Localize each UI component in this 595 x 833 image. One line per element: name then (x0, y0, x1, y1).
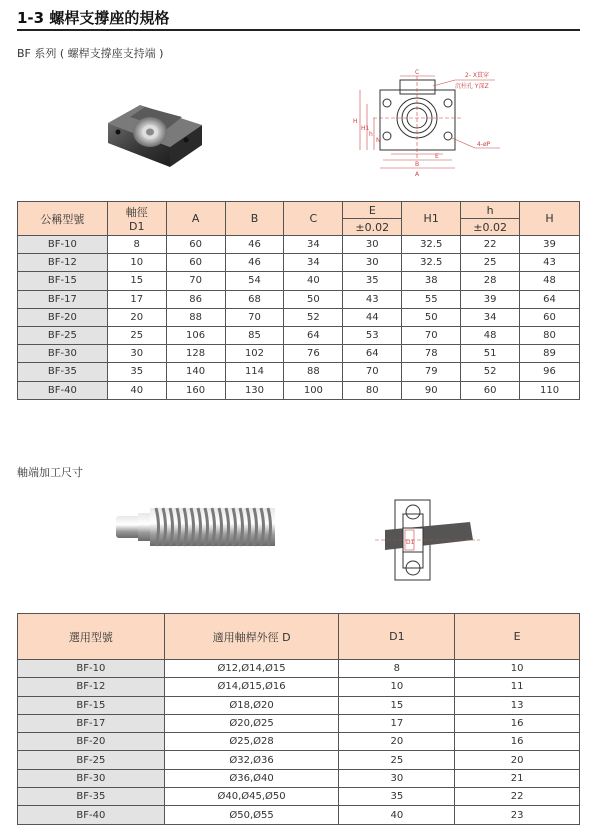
value-cell: 11 (455, 678, 580, 696)
value-cell: 70 (402, 326, 461, 344)
table-row (18, 769, 580, 787)
value-cell: 13 (455, 696, 580, 714)
value-cell: 43 (520, 254, 580, 272)
table-row (18, 678, 580, 696)
dim-n-label: N (376, 137, 381, 144)
value-cell: 16 (455, 733, 580, 751)
value-cell: 15 (107, 272, 166, 290)
model-cell: BF-17 (18, 290, 108, 308)
table-row (18, 326, 580, 344)
value-cell: 22 (461, 236, 520, 254)
value-cell: 88 (166, 308, 225, 326)
value-cell: 86 (166, 290, 225, 308)
shaft-end-table (17, 613, 580, 825)
table-row (18, 788, 580, 806)
value-cell: 48 (520, 272, 580, 290)
value-cell: 39 (520, 236, 580, 254)
spec-table (17, 201, 580, 400)
value-cell: 64 (284, 326, 343, 344)
value-cell: Ø25,Ø28 (164, 733, 339, 751)
model-cell: BF-15 (18, 272, 108, 290)
header-d1: 軸徑 D1 (107, 202, 166, 236)
header-b: B (225, 202, 284, 236)
value-cell: 21 (455, 769, 580, 787)
value-cell: 54 (225, 272, 284, 290)
header-c: C (284, 202, 343, 236)
value-cell: 128 (166, 345, 225, 363)
table-row (18, 254, 580, 272)
value-cell: 30 (339, 769, 455, 787)
value-cell: 25 (339, 751, 455, 769)
model-cell: BF-17 (18, 714, 165, 732)
value-cell: 20 (339, 733, 455, 751)
header-selected-model: 選用型號 (18, 614, 165, 660)
ball-screw-photo (108, 500, 278, 555)
value-cell: 70 (225, 308, 284, 326)
header-h: H (520, 202, 580, 236)
value-cell: 43 (343, 290, 402, 308)
dim-b-label: B (415, 161, 420, 168)
value-cell: 85 (225, 326, 284, 344)
value-cell: 16 (455, 714, 580, 732)
value-cell: 50 (402, 308, 461, 326)
value-cell: 50 (284, 290, 343, 308)
header-model: 公稱型號 (18, 202, 108, 236)
value-cell: 35 (343, 272, 402, 290)
table-row (18, 272, 580, 290)
value-cell: 10 (107, 254, 166, 272)
value-cell: 60 (166, 236, 225, 254)
dim-d1-label: D1 (406, 539, 415, 546)
value-cell: 88 (284, 363, 343, 381)
header-d1: D1 (339, 614, 455, 660)
value-cell: 140 (166, 363, 225, 381)
value-cell: 53 (343, 326, 402, 344)
value-cell: 60 (166, 254, 225, 272)
value-cell: 51 (461, 345, 520, 363)
value-cell: 25 (107, 326, 166, 344)
value-cell: 30 (107, 345, 166, 363)
table-row (18, 696, 580, 714)
through-hole-note: 2- X貫穿 (465, 72, 490, 79)
model-cell: BF-10 (18, 236, 108, 254)
value-cell: 64 (343, 345, 402, 363)
value-cell: 52 (461, 363, 520, 381)
value-cell: 22 (455, 788, 580, 806)
value-cell: 28 (461, 272, 520, 290)
table-row (18, 751, 580, 769)
hole-callout: 4-øP (477, 141, 491, 148)
model-cell: BF-10 (18, 660, 165, 678)
value-cell: Ø36,Ø40 (164, 769, 339, 787)
value-cell: 23 (455, 806, 580, 824)
value-cell: 30 (343, 236, 402, 254)
model-cell: BF-40 (18, 381, 108, 399)
model-cell: BF-20 (18, 733, 165, 751)
value-cell: 160 (166, 381, 225, 399)
model-cell: BF-12 (18, 678, 165, 696)
value-cell: 35 (107, 363, 166, 381)
value-cell: Ø20,Ø25 (164, 714, 339, 732)
dim-a-label: A (415, 171, 420, 178)
support-unit-photo (100, 85, 210, 175)
table-row (18, 308, 580, 326)
value-cell: 89 (520, 345, 580, 363)
value-cell: 60 (461, 381, 520, 399)
value-cell: 64 (520, 290, 580, 308)
value-cell: Ø50,Ø55 (164, 806, 339, 824)
value-cell: 78 (402, 345, 461, 363)
model-cell: BF-30 (18, 769, 165, 787)
header-shaft-diameter: 適用軸桿外徑 D (164, 614, 339, 660)
header-h-small: h (461, 202, 520, 219)
value-cell: 8 (339, 660, 455, 678)
title-underline (17, 29, 580, 31)
table-row (18, 660, 580, 678)
value-cell: 30 (343, 254, 402, 272)
value-cell: 70 (166, 272, 225, 290)
value-cell: 17 (107, 290, 166, 308)
value-cell: 55 (402, 290, 461, 308)
value-cell: Ø18,Ø20 (164, 696, 339, 714)
value-cell: 100 (284, 381, 343, 399)
value-cell: 39 (461, 290, 520, 308)
value-cell: 35 (339, 788, 455, 806)
value-cell: 48 (461, 326, 520, 344)
value-cell: 70 (343, 363, 402, 381)
section-title-shaft-end: 軸端加工尺寸 (17, 466, 83, 479)
dim-c-label: C (415, 69, 420, 76)
table-row (18, 733, 580, 751)
header-a: A (166, 202, 225, 236)
value-cell: Ø12,Ø14,Ø15 (164, 660, 339, 678)
value-cell: 44 (343, 308, 402, 326)
value-cell: 80 (343, 381, 402, 399)
value-cell: 60 (520, 308, 580, 326)
value-cell: 40 (107, 381, 166, 399)
table-row (18, 714, 580, 732)
value-cell: 20 (107, 308, 166, 326)
value-cell: 79 (402, 363, 461, 381)
value-cell: 76 (284, 345, 343, 363)
header-e-tolerance: ±0.02 (343, 219, 402, 236)
value-cell: 130 (225, 381, 284, 399)
value-cell: 15 (339, 696, 455, 714)
series-subtitle: BF 系列 ( 螺桿支撐座支持端 ) (17, 47, 164, 60)
table-row (18, 345, 580, 363)
dim-e-label: E (435, 153, 439, 160)
table-row (18, 290, 580, 308)
model-cell: BF-30 (18, 345, 108, 363)
shaft-end-drawing (375, 492, 480, 587)
model-cell: BF-15 (18, 696, 165, 714)
dim-h1-label: H1 (361, 125, 370, 132)
model-cell: BF-12 (18, 254, 108, 272)
value-cell: 46 (225, 236, 284, 254)
table-row (18, 363, 580, 381)
model-cell: BF-40 (18, 806, 165, 824)
value-cell: 114 (225, 363, 284, 381)
value-cell: 40 (339, 806, 455, 824)
value-cell: 106 (166, 326, 225, 344)
value-cell: 32.5 (402, 254, 461, 272)
value-cell: 102 (225, 345, 284, 363)
header-e: E (343, 202, 402, 219)
model-cell: BF-20 (18, 308, 108, 326)
support-unit-drawing (325, 68, 510, 183)
model-cell: BF-25 (18, 751, 165, 769)
value-cell: 25 (461, 254, 520, 272)
model-cell: BF-25 (18, 326, 108, 344)
page-title: 1-3 螺桿支撐座的規格 (17, 9, 170, 27)
model-cell: BF-35 (18, 363, 108, 381)
value-cell: 10 (339, 678, 455, 696)
value-cell: 17 (339, 714, 455, 732)
table-row (18, 236, 580, 254)
table-row (18, 381, 580, 399)
value-cell: 52 (284, 308, 343, 326)
value-cell: Ø32,Ø36 (164, 751, 339, 769)
value-cell: 90 (402, 381, 461, 399)
value-cell: 34 (461, 308, 520, 326)
value-cell: 46 (225, 254, 284, 272)
value-cell: 110 (520, 381, 580, 399)
dim-h-small-label: h (369, 131, 373, 138)
header-h1: H1 (402, 202, 461, 236)
model-cell: BF-35 (18, 788, 165, 806)
header-e: E (455, 614, 580, 660)
dim-h-label: H (353, 118, 358, 125)
value-cell: 68 (225, 290, 284, 308)
value-cell: 10 (455, 660, 580, 678)
value-cell: 34 (284, 236, 343, 254)
table-row (18, 806, 580, 824)
counterbore-note: 沉柱孔 Y深Z (455, 83, 489, 90)
value-cell: 80 (520, 326, 580, 344)
value-cell: Ø14,Ø15,Ø16 (164, 678, 339, 696)
value-cell: 32.5 (402, 236, 461, 254)
value-cell: 38 (402, 272, 461, 290)
value-cell: 20 (455, 751, 580, 769)
value-cell: 34 (284, 254, 343, 272)
header-h-tolerance: ±0.02 (461, 219, 520, 236)
value-cell: 96 (520, 363, 580, 381)
value-cell: 40 (284, 272, 343, 290)
value-cell: 8 (107, 236, 166, 254)
value-cell: Ø40,Ø45,Ø50 (164, 788, 339, 806)
